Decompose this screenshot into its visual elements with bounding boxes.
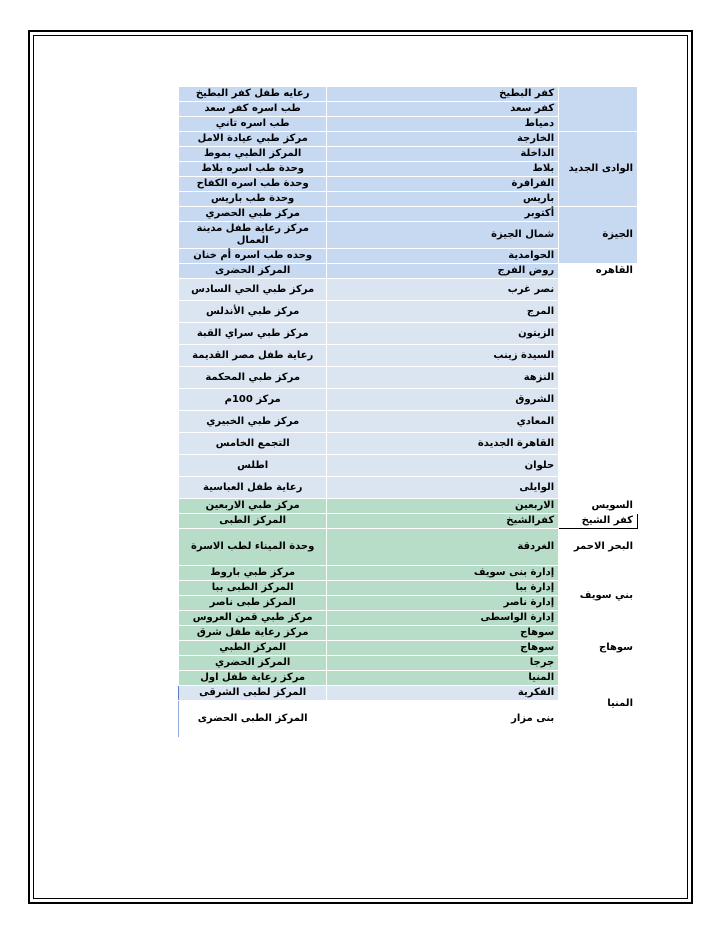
unit-cell: مركز طبي قمن العروس: [179, 611, 327, 626]
unit-cell: رعاية طفل مصر القديمة: [179, 345, 327, 367]
district-cell: السيدة زينب: [327, 345, 559, 367]
district-cell: باريس: [327, 192, 559, 207]
unit-cell: المركز لطبى الشرقى: [179, 686, 327, 701]
unit-cell: وحدة الميناء لطب الاسرة: [179, 529, 327, 566]
governorate-cell: المنيا: [559, 671, 638, 738]
district-cell: إدارة بنى سويف: [327, 566, 559, 581]
unit-cell: مركز طبي المحكمة: [179, 367, 327, 389]
governorate-cell: سوهاج: [559, 626, 638, 671]
unit-cell: المركز طبى ناصر: [179, 596, 327, 611]
table-row: [179, 87, 638, 102]
table-row: [179, 499, 638, 514]
unit-cell: وحده طب اسره أم خنان: [179, 249, 327, 264]
district-cell: الفرافرة: [327, 177, 559, 192]
unit-cell: مركز طبي عيادة الامل: [179, 132, 327, 147]
unit-cell: المركز الطبي: [179, 641, 327, 656]
district-cell: الغردقة: [327, 529, 559, 566]
unit-cell: مركز طبي سراي القبة: [179, 323, 327, 345]
district-cell: حلوان: [327, 455, 559, 477]
district-cell: الحوامدية: [327, 249, 559, 264]
district-cell: روض الفرج: [327, 264, 559, 279]
unit-cell: طب اسره تاني: [179, 117, 327, 132]
district-cell: المرج: [327, 301, 559, 323]
district-cell: دمياط: [327, 117, 559, 132]
district-cell: المعادي: [327, 411, 559, 433]
unit-cell: التجمع الخامس: [179, 433, 327, 455]
district-cell: الداخلة: [327, 147, 559, 162]
unit-cell: مركز طبي باروط: [179, 566, 327, 581]
table-row: [179, 264, 638, 279]
unit-cell: المركز الطبى: [179, 514, 327, 529]
district-cell: بلاط: [327, 162, 559, 177]
table-row: [179, 671, 638, 686]
district-cell: نصر غرب: [327, 279, 559, 301]
governorate-cell: بني سويف: [559, 566, 638, 626]
district-cell: النزهة: [327, 367, 559, 389]
district-cell: الفكرية: [327, 686, 559, 701]
unit-cell: مركز رعاية طفل شرق: [179, 626, 327, 641]
governorate-cell: القاهره: [559, 264, 638, 279]
unit-cell: مركز رعاية طفل مدينة العمال: [179, 222, 327, 249]
unit-cell: مركز طبي الحي السادس: [179, 279, 327, 301]
unit-cell: مركز 100م: [179, 389, 327, 411]
district-cell: جرجا: [327, 656, 559, 671]
unit-cell: وحدة طب باريس: [179, 192, 327, 207]
governorate-cell: [559, 87, 638, 132]
district-cell: المنيا: [327, 671, 559, 686]
table-row: [179, 529, 638, 566]
unit-cell: مركز طبي الأندلس: [179, 301, 327, 323]
district-cell: أكتوبر: [327, 207, 559, 222]
governorate-cell: [559, 279, 638, 499]
district-cell: شمال الجيزة: [327, 222, 559, 249]
district-cell: القاهرة الجديدة: [327, 433, 559, 455]
unit-cell: رعاية طفل العباسية: [179, 477, 327, 499]
governorate-cell: الوادى الجديد: [559, 132, 638, 207]
unit-cell: وحدة طب اسره بلاط: [179, 162, 327, 177]
table-row: [179, 566, 638, 581]
governorate-cell: كفر الشيخ: [559, 514, 638, 529]
unit-cell: المركز الحضرى: [179, 264, 327, 279]
unit-cell: المركز الطبى الحضرى: [179, 701, 327, 738]
district-cell: إدارة ببا: [327, 581, 559, 596]
district-cell: كفرالشيخ: [327, 514, 559, 529]
district-cell: الزيتون: [327, 323, 559, 345]
unit-cell: مركز رعاية طفل اول: [179, 671, 327, 686]
district-cell: إدارة ناصر: [327, 596, 559, 611]
district-cell: سوهاج: [327, 641, 559, 656]
unit-cell: المركز الطبي بموط: [179, 147, 327, 162]
table-row: [179, 279, 638, 301]
facilities-table: [178, 86, 638, 738]
district-cell: الوايلى: [327, 477, 559, 499]
governorate-cell: البحر الاحمر: [559, 529, 638, 566]
table-row: [179, 132, 638, 147]
unit-cell: مركز طبي الخبيري: [179, 411, 327, 433]
district-cell: سوهاج: [327, 626, 559, 641]
unit-cell: المركز الحضري: [179, 656, 327, 671]
district-cell: إدارة الواسطى: [327, 611, 559, 626]
unit-cell: اطلس: [179, 455, 327, 477]
table-row: [179, 514, 638, 529]
unit-cell: وحدة طب اسره الكفاح: [179, 177, 327, 192]
unit-cell: مركز طبي الحصري: [179, 207, 327, 222]
table-row: [179, 626, 638, 641]
unit-cell: مركز طبي الاربعين: [179, 499, 327, 514]
table-row: [179, 207, 638, 222]
district-cell: الخارجة: [327, 132, 559, 147]
district-cell: الاربعين: [327, 499, 559, 514]
unit-cell: المركز الطبى ببا: [179, 581, 327, 596]
district-cell: كفر سعد: [327, 102, 559, 117]
governorate-cell: الجيزة: [559, 207, 638, 264]
district-cell: كفر البطيخ: [327, 87, 559, 102]
district-cell: الشروق: [327, 389, 559, 411]
governorate-cell: السويس: [559, 499, 638, 514]
unit-cell: طب اسره كفر سعد: [179, 102, 327, 117]
district-cell: بنى مزار: [327, 701, 559, 738]
unit-cell: رعايه طفل كفر البطيخ: [179, 87, 327, 102]
